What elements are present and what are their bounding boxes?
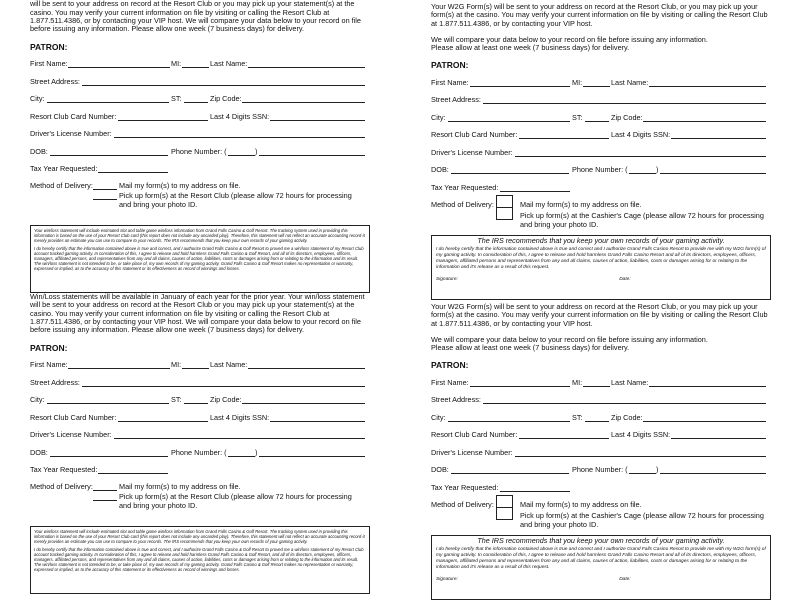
pickup-option-label: Pick up form(s) at the Cashier's Cage (please allow 72 hours for processing and bring your photo ID. (520, 511, 764, 529)
city-label: City: (431, 413, 446, 422)
first-name-field[interactable] (470, 386, 570, 387)
city-field[interactable] (47, 102, 169, 103)
delivery-method-label: Method of Delivery: (30, 482, 93, 491)
state-field[interactable] (585, 421, 609, 422)
drivers-license-field[interactable] (114, 438, 365, 439)
ssn-field[interactable] (671, 438, 766, 439)
zip-code-field[interactable] (242, 403, 365, 404)
w2g-form-top (400, 0, 800, 300)
pickup-option-label: Pick up form(s) at the Cashier's Cage (please allow 72 hours for processing and bring your photo ID. (520, 211, 764, 229)
dob-label: DOB: (431, 465, 449, 474)
street-address-label: Street Address: (30, 378, 80, 387)
irs-notice-title: The IRS recommends that you keep your own records of your gaming activity. (477, 236, 725, 245)
phone-number-field[interactable] (660, 173, 766, 174)
last-name-field[interactable] (649, 86, 766, 87)
zip-code-label: Zip Code: (210, 94, 242, 103)
resort-club-card-label: Resort Club Card Number: (30, 112, 117, 121)
tax-year-field[interactable] (98, 473, 168, 474)
zip-code-label: Zip Code: (611, 113, 643, 122)
first-name-field[interactable] (470, 86, 570, 87)
drivers-license-field[interactable] (114, 137, 365, 138)
dob-label: DOB: (30, 147, 48, 156)
winloss-form-top (0, 0, 400, 297)
zip-code-label: Zip Code: (611, 413, 643, 422)
drivers-license-field[interactable] (515, 156, 766, 157)
phone-number-field[interactable] (259, 155, 365, 156)
irs-certification-text: I do hereby certify that the information contained above is true and correct and I authorize Grand Falls Casino Resort to provide me with my W2G form(s) of my gaming activity. In consideration of this, I agree to release and hold harmless Grand Falls Casino Resort and all of its directors, employees, officers, managers, affiliated persons and representatives from any and all claims, causes of action, liabilities, costs or damages arising for or relating to the information and it's release as a result of this request. (436, 247, 766, 270)
state-field[interactable] (184, 102, 208, 103)
tax-year-label: Tax Year Requested: (30, 164, 98, 173)
w2g-intro-text: Your W2G Form(s) will be sent to your address on record at the Resort Club, or you may pick up your form(s) at the casino. You may verify your current information on file by visiting or calling the Resort Club at 1.877.511.4386, or by contacting your VIP host. (431, 302, 768, 328)
pickup-option-label: Pick up form(s) at the Resort Club (please allow 72 hours for processing and bring your photo ID. (119, 492, 352, 510)
w2g-intro-text-2: We will compare your data below to your record on file before issuing any information. Please allow at least one week (7 business days) for delivery. (431, 35, 708, 53)
winloss-disclaimer-text: Your win/loss statement will include estimated slot and table game win/loss information from Grand Falls Casino & Golf Resort. The tracking system used in providing this information is based on the use of your Resort Club card (this report does not include any uncarded play). Therefore, this statement will not reflect an accurate accounting record-it merely provides an estimate you can use to compare to your records. The IRS recommends that you keep your own records of your gaming activity. (34, 529, 365, 545)
resort-club-card-field[interactable] (118, 421, 208, 422)
last-name-label: Last Name: (210, 360, 248, 369)
winloss-certification-text: I do hereby certify that the information contained above is true and correct, and I authorize Grand Falls Casino & Golf Resort to proved me a win/loss statement of my Resort Club account tracked gaming activity. In consideration of this, I agree to release and hold harmless Grand Falls Casino & Golf Resort, and all of its directors, employees, officers, managers, affiliated persons, and representatives from any and all claims, causes of action, liabilities, costs or damages arising from or relating to the information and its result. The win/loss statement is not intended to be, or take place of, my own records of my gaming activity. Grand Falls Casino & Golf Resort makes no representation or warranty, expressed or implied, as to the accuracy of this statement or its effectiveness as record of winnings and losses. (34, 546, 364, 573)
winloss-disclaimer-box (30, 526, 370, 594)
last-name-label: Last Name: (210, 59, 248, 68)
last-name-field[interactable] (248, 368, 365, 369)
middle-initial-label: MI: (572, 378, 583, 387)
irs-notice-title: The IRS recommends that you keep your own records of your gaming activity. (477, 536, 725, 545)
first-name-label: First Name: (431, 78, 469, 87)
street-address-field[interactable] (483, 103, 766, 104)
phone-area-code-field[interactable] (228, 456, 255, 457)
tax-year-field[interactable] (500, 491, 570, 492)
street-address-label: Street Address: (431, 395, 481, 404)
mail-option-label: Mail my form(s) to my address on file. (520, 200, 642, 209)
resort-club-card-field[interactable] (519, 438, 609, 439)
street-address-field[interactable] (82, 85, 365, 86)
winloss-intro-text: will be sent to your address on record at the Resort Club or you may pick up your statement(s) at the casino. You may verify your current information on file by visiting or calling the Resort Club at 1.877.511.4386, or by contacting your VIP host. We will compare your data below to your record on file before issuing any information. Please allow one week (7 business days) for delivery. (30, 0, 361, 34)
zip-code-label: Zip Code: (210, 395, 242, 404)
tax-year-field[interactable] (500, 191, 570, 192)
signature-label: Signature: (436, 277, 458, 282)
tax-year-label: Tax Year Requested: (431, 483, 499, 492)
w2g-intro-text-2: We will compare your data below to your record on file before issuing any information. Please allow at least one week (7 business days) for delivery. (431, 335, 708, 353)
mail-option-label: Mail my form(s) to my address on file. (119, 482, 241, 491)
last-name-field[interactable] (649, 386, 766, 387)
drivers-license-label: Driver's License Number: (30, 129, 112, 138)
dob-field[interactable] (50, 456, 168, 457)
city-field[interactable] (47, 403, 169, 404)
state-field[interactable] (184, 403, 208, 404)
winloss-intro-text: Win/Loss statements will be available in January of each year for the prior year. Your win/loss statement will be sent to your address on record at the Resort Club or you may pick up your statement(s) at the casino. You may verify your current information on file by visiting or calling the Resort Club at 1.877.511.4386, or by contacting your VIP host. We will compare your data below to your record on file before issuing any information. Please allow one week (7 business days) for delivery. (30, 292, 365, 335)
ssn-label: Last 4 Digits SSN: (611, 130, 671, 139)
ssn-field[interactable] (270, 421, 365, 422)
pickup-option-checkbox[interactable] (496, 507, 513, 520)
zip-code-field[interactable] (643, 121, 766, 122)
ssn-field[interactable] (270, 120, 365, 121)
phone-label: Phone Number: ( (171, 147, 227, 156)
delivery-method-label: Method of Delivery: (431, 500, 494, 509)
mail-option-blank[interactable] (93, 490, 117, 491)
signature-label: Signature: (436, 577, 458, 582)
street-address-label: Street Address: (431, 95, 481, 104)
signature-row (436, 277, 766, 283)
city-label: City: (30, 94, 45, 103)
pickup-option-label: Pick up form(s) at the Resort Club (please allow 72 hours for processing and bring your photo ID. (119, 191, 352, 209)
ssn-label: Last 4 Digits SSN: (210, 413, 270, 422)
drivers-license-label: Driver's License Number: (431, 448, 513, 457)
resort-club-card-label: Resort Club Card Number: (431, 130, 518, 139)
phone-close-paren: ) (255, 147, 258, 156)
ssn-label: Last 4 Digits SSN: (611, 430, 671, 439)
city-field[interactable] (448, 121, 570, 122)
mail-option-blank[interactable] (93, 189, 117, 190)
tax-year-label: Tax Year Requested: (30, 465, 98, 474)
drivers-license-label: Driver's License Number: (431, 148, 513, 157)
patron-heading: PATRON: (30, 42, 68, 52)
middle-initial-field[interactable] (182, 67, 209, 68)
patron-heading: PATRON: (431, 360, 469, 370)
last-name-label: Last Name: (611, 378, 649, 387)
phone-area-code-field[interactable] (629, 173, 656, 174)
irs-notice-box (431, 235, 771, 300)
zip-code-field[interactable] (242, 102, 365, 103)
state-label: ST: (171, 94, 182, 103)
signature-row (436, 577, 766, 583)
ssn-field[interactable] (671, 138, 766, 139)
dob-label: DOB: (30, 448, 48, 457)
middle-initial-label: MI: (171, 360, 182, 369)
phone-close-paren: ) (656, 465, 659, 474)
winloss-disclaimer-box (30, 225, 370, 293)
phone-close-paren: ) (656, 165, 659, 174)
mail-option-label: Mail my form(s) to my address on file. (520, 500, 642, 509)
state-label: ST: (572, 113, 583, 122)
patron-heading: PATRON: (30, 343, 68, 353)
dob-label: DOB: (431, 165, 449, 174)
pickup-option-blank[interactable] (93, 500, 117, 501)
date-label: Date: (619, 277, 631, 282)
first-name-label: First Name: (431, 378, 469, 387)
resort-club-card-label: Resort Club Card Number: (30, 413, 117, 422)
street-address-field[interactable] (82, 386, 365, 387)
winloss-certification-text: I do hereby certify that the information contained above is true and correct, and I authorize Grand Falls Casino & Golf Resort to proved me a win/loss statement of my Resort Club account tracked gaming activity. In consideration of this, I agree to release and hold harmless Grand Falls Casino & Golf Resort, and all of its directors, employees, officers, managers, affiliated persons, and representatives from any and all claims, causes of action, liabilities, costs or damages arising from or relating to the information and its result. The win/loss statement is not intended to be, or take place of, my own records of my gaming activity. Grand Falls Casino & Golf Resort makes no representation or warranty, expressed or implied, as to the accuracy of this statement or its effectiveness as record of winnings and losses. (34, 245, 364, 272)
date-label: Date: (619, 577, 631, 582)
resort-club-card-field[interactable] (118, 120, 208, 121)
last-name-field[interactable] (248, 67, 365, 68)
middle-initial-field[interactable] (583, 386, 610, 387)
patron-heading: PATRON: (431, 60, 469, 70)
first-name-field[interactable] (68, 67, 170, 68)
phone-area-code-field[interactable] (629, 473, 656, 474)
pickup-option-blank[interactable] (93, 199, 117, 200)
winloss-disclaimer-text: Your win/loss statement will include estimated slot and table game win/loss information from Grand Falls Casino & Golf Resort. The tracking system used in providing this information is based on the use of your Resort Club card (this report does not include any uncarded play). Therefore, this statement will not reflect an accurate accounting record-it merely provides an estimate you can use to compare to your records. The IRS recommends that you keep your own records of your gaming activity. (34, 228, 365, 244)
middle-initial-label: MI: (171, 59, 182, 68)
phone-area-code-field[interactable] (228, 155, 255, 156)
middle-initial-field[interactable] (182, 368, 209, 369)
resort-club-card-label: Resort Club Card Number: (431, 430, 518, 439)
resort-club-card-field[interactable] (519, 138, 609, 139)
middle-initial-label: MI: (572, 78, 583, 87)
w2g-intro-text: Your W2G Form(s) will be sent to your address on record at the Resort Club, or you may pick up your form(s) at the casino. You may verify your current information on file by visiting or calling the Resort Club at 1.877.511.4386, or by contacting your VIP host. (431, 2, 768, 28)
winloss-form-bottom (0, 293, 400, 598)
irs-notice-box (431, 535, 771, 600)
city-label: City: (30, 395, 45, 404)
delivery-method-label: Method of Delivery: (431, 200, 494, 209)
last-name-label: Last Name: (611, 78, 649, 87)
first-name-field[interactable] (68, 368, 170, 369)
phone-label: Phone Number: ( (171, 448, 227, 457)
ssn-label: Last 4 Digits SSN: (210, 112, 270, 121)
city-label: City: (431, 113, 446, 122)
dob-field[interactable] (50, 155, 168, 156)
delivery-method-label: Method of Delivery: (30, 181, 93, 190)
first-name-label: First Name: (30, 59, 68, 68)
state-label: ST: (171, 395, 182, 404)
street-address-label: Street Address: (30, 77, 80, 86)
mail-option-label: Mail my form(s) to my address on file. (119, 181, 241, 190)
zip-code-field[interactable] (643, 421, 766, 422)
middle-initial-field[interactable] (583, 86, 610, 87)
drivers-license-field[interactable] (515, 456, 766, 457)
city-field[interactable] (448, 421, 570, 422)
drivers-license-label: Driver's License Number: (30, 430, 112, 439)
w2g-form-bottom (400, 300, 800, 600)
first-name-label: First Name: (30, 360, 68, 369)
tax-year-field[interactable] (98, 172, 168, 173)
dob-field[interactable] (451, 173, 569, 174)
tax-year-label: Tax Year Requested: (431, 183, 499, 192)
irs-certification-text: I do hereby certify that the information contained above is true and correct and I authorize Grand Falls Casino Resort to provide me with my W2G form(s) of my gaming activity. In consideration of this, I agree to release and hold harmless Grand Falls Casino Resort and all of its directors, employees, officers, managers, affiliated persons and representatives from any and all claims, causes of action, liabilities, costs or damages arising for or relating to the information and it's release as a result of this request. (436, 547, 766, 570)
street-address-field[interactable] (483, 403, 766, 404)
phone-label: Phone Number: ( (572, 465, 628, 474)
phone-number-field[interactable] (660, 473, 766, 474)
phone-number-field[interactable] (259, 456, 365, 457)
phone-label: Phone Number: ( (572, 165, 628, 174)
state-label: ST: (572, 413, 583, 422)
pickup-option-checkbox[interactable] (496, 207, 513, 220)
dob-field[interactable] (451, 473, 569, 474)
state-field[interactable] (585, 121, 609, 122)
phone-close-paren: ) (255, 448, 258, 457)
